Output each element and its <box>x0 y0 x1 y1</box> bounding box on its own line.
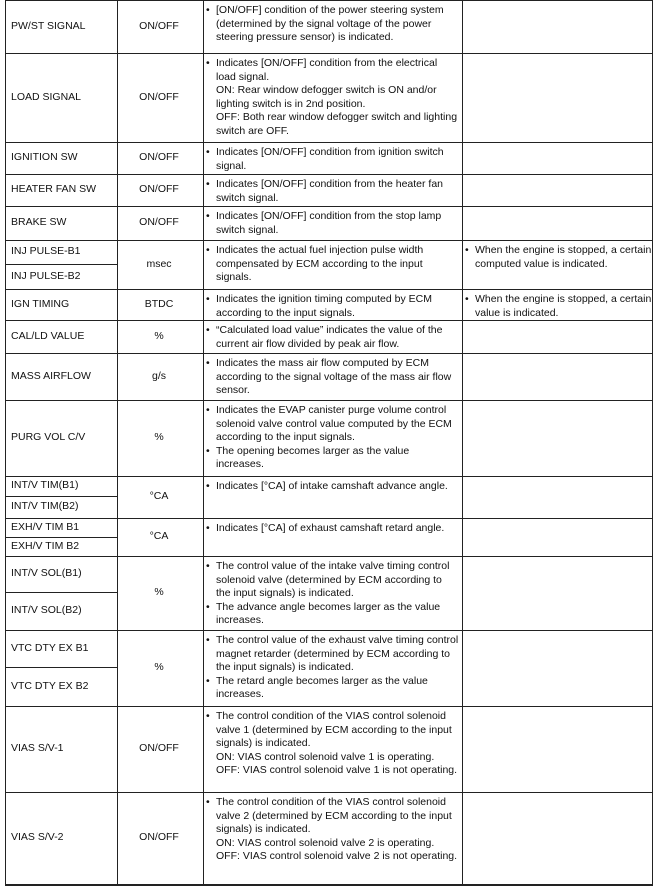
monitor-item-name: IGN TIMING <box>11 297 70 310</box>
bullet-subline: ON: VIAS control solenoid valve 1 is operating. <box>216 750 435 763</box>
monitor-item-name: INJ PULSE-B1 <box>11 245 81 258</box>
monitor-item-name: INJ PULSE-B2 <box>11 269 81 282</box>
monitor-description <box>203 357 459 400</box>
monitor-item-name: VIAS S/V-2 <box>11 831 64 844</box>
monitor-description <box>203 4 459 53</box>
bullet-item <box>203 146 459 173</box>
bullet-text: • Indicates the ignition timing computed by ECM according to the input signals. <box>216 293 432 319</box>
monitor-unit: msec <box>146 257 172 270</box>
bullet-subline: OFF: VIAS control solenoid valve 2 is not operating. <box>216 850 458 863</box>
bullet-item <box>203 178 459 205</box>
monitor-item-name: INT/V SOL(B2) <box>11 604 82 617</box>
monitor-description <box>203 634 459 706</box>
bullet-list <box>203 522 444 536</box>
bullet-list <box>203 324 459 351</box>
bullet-item <box>462 244 652 271</box>
bullet-text: • The opening becomes larger as the value increases. <box>216 444 410 471</box>
monitor-item-name: MASS AIRFLOW <box>11 369 91 382</box>
monitor-item-name: LOAD SIGNAL <box>11 90 82 103</box>
bullet-list <box>462 293 652 320</box>
monitor-unit: % <box>154 431 164 444</box>
bullet-item <box>203 57 459 139</box>
monitor-unit: ON/OFF <box>139 151 179 164</box>
column-divider <box>652 0 653 884</box>
monitor-description <box>203 480 459 518</box>
bullet-item <box>203 601 459 628</box>
bullet-text: • Indicates the mass air flow computed by ECM according to the signal voltage of the mass air flow sensor. <box>216 357 452 397</box>
bullet-list <box>203 57 459 139</box>
bullet-subline: OFF: Both rear window defogger switch and lighting switch are OFF. <box>216 111 458 137</box>
monitor-item-name: VTC DTY EX B2 <box>11 679 89 692</box>
monitor-unit: ON/OFF <box>139 19 179 32</box>
bullet-list <box>203 146 459 173</box>
column-divider <box>5 0 6 884</box>
monitor-description <box>203 244 459 289</box>
bullet-text: • Indicates the EVAP canister purge volume control solenoid valve control value computed by the ECM according to the input signals. <box>216 404 452 444</box>
bullet-list <box>203 210 459 237</box>
monitor-description <box>203 210 459 240</box>
monitor-item-name: PW/ST SIGNAL <box>11 19 86 32</box>
bullet-item <box>462 293 652 320</box>
bullet-text: • “Calculated load value” indicates the value of the current air flow divided by peak air flow. <box>216 324 443 350</box>
bullet-text: • Indicates [ON/OFF] condition from ignition switch signal. <box>216 146 444 172</box>
bullet-item <box>203 522 444 536</box>
monitor-item-name: HEATER FAN SW <box>11 183 96 196</box>
monitor-unit: % <box>154 329 164 342</box>
monitor-item-name: IGNITION SW <box>11 151 78 164</box>
bullet-subline: ON: Rear window defogger switch is ON and/or lighting switch is in 2nd position. <box>216 84 437 110</box>
bullet-list <box>203 293 459 320</box>
monitor-description <box>203 710 459 792</box>
monitor-unit: ON/OFF <box>139 216 179 229</box>
monitor-description <box>203 522 459 556</box>
monitor-item-name: CAL/LD VALUE <box>11 329 85 342</box>
bullet-text: • Indicates [ON/OFF] condition from the heater fan switch signal. <box>216 178 444 204</box>
bullet-item <box>203 560 459 601</box>
monitor-item-table <box>5 0 653 886</box>
bullet-text: • Indicates the actual fuel injection pulse width compensated by ECM according to the input signals. <box>216 244 424 284</box>
bullet-list <box>203 560 459 628</box>
bullet-text: • The advance angle becomes larger as the value increases. <box>216 600 441 627</box>
monitor-description <box>203 57 459 142</box>
bullet-list <box>203 404 459 472</box>
bullet-text: • Indicates [ON/OFF] condition from the electrical load signal. <box>216 57 438 83</box>
bullet-subline: OFF: VIAS control solenoid valve 1 is not operating. <box>216 764 458 777</box>
bullet-item <box>203 445 459 472</box>
bullet-item <box>203 710 459 778</box>
monitor-remarks <box>462 244 652 289</box>
bullet-list <box>203 710 459 778</box>
bullet-text: • Indicates [ON/OFF] condition from the stop lamp switch signal. <box>216 210 442 236</box>
monitor-item-name: PURG VOL C/V <box>11 431 86 444</box>
monitor-description <box>203 796 459 884</box>
monitor-unit: ON/OFF <box>139 183 179 196</box>
bullet-list <box>203 357 459 398</box>
monitor-description <box>203 293 459 320</box>
monitor-item-name: VTC DTY EX B1 <box>11 641 89 654</box>
bullet-text: • The control condition of the VIAS control solenoid valve 2 (determined by ECM according to the input signals) is indicated. <box>216 796 452 836</box>
bullet-item <box>203 4 459 45</box>
bullet-text: • [ON/OFF] condition of the power steering system (determined by the signal voltage of the power steering pressure sensor) is indicated. <box>216 4 444 44</box>
bullet-list <box>203 796 459 864</box>
bullet-text: • When the engine is stopped, a certain computed value is indicated. <box>475 244 652 270</box>
bullet-item <box>203 210 459 237</box>
monitor-item-name: EXH/V TIM B1 <box>11 520 80 533</box>
monitor-unit: g/s <box>151 369 166 382</box>
monitor-description <box>203 560 459 630</box>
monitor-unit: ON/OFF <box>139 831 179 844</box>
monitor-remarks <box>462 293 652 320</box>
monitor-unit: ON/OFF <box>139 742 179 755</box>
column-divider <box>462 0 463 884</box>
bullet-text: • The control value of the intake valve timing control solenoid valve (determined by ECM according to the input signals) is indicated. <box>216 560 450 600</box>
bullet-text: • The control condition of the VIAS control solenoid valve 1 (determined by ECM according to the input signals) is indicated. <box>216 710 452 750</box>
monitor-unit: ON/OFF <box>139 90 179 103</box>
monitor-description <box>203 146 459 174</box>
monitor-item-name: EXH/V TIM B2 <box>11 539 80 552</box>
monitor-description <box>203 324 459 353</box>
bullet-item <box>203 324 459 351</box>
monitor-unit: % <box>154 586 164 599</box>
bullet-subline: ON: VIAS control solenoid valve 2 is operating. <box>216 836 435 849</box>
bullet-text: • When the engine is stopped, a certain value is indicated. <box>475 293 652 319</box>
bullet-list <box>203 480 448 494</box>
monitor-item-name: INT/V TIM(B1) <box>11 479 79 492</box>
monitor-description <box>203 178 459 206</box>
bullet-text: • The control value of the exhaust valve timing control magnet retarder (determined by ECM according to the input signals) is indicated. <box>216 634 459 674</box>
monitor-item-name: INT/V SOL(B1) <box>11 567 82 580</box>
bullet-list <box>462 244 652 271</box>
bullet-item <box>203 357 459 398</box>
bullet-list <box>203 178 459 205</box>
bullet-list <box>203 634 459 702</box>
bullet-text: • The retard angle becomes larger as the value increases. <box>216 674 428 701</box>
bullet-item <box>203 244 459 285</box>
monitor-unit: °CA <box>149 530 169 543</box>
bullet-list <box>203 4 459 45</box>
monitor-description <box>203 404 459 476</box>
monitor-item-name: BRAKE SW <box>11 216 67 229</box>
bullet-item <box>203 404 459 445</box>
bullet-item <box>203 634 459 675</box>
bullet-item <box>203 480 448 494</box>
bullet-text: • Indicates [°CA] of intake camshaft advance angle. <box>216 480 448 492</box>
monitor-item-name: VIAS S/V-1 <box>11 742 64 755</box>
monitor-unit: °CA <box>149 490 169 503</box>
monitor-unit: BTDC <box>144 297 174 310</box>
bullet-item <box>203 293 459 320</box>
bullet-item <box>203 675 459 702</box>
bullet-item <box>203 796 459 864</box>
bullet-list <box>203 244 459 285</box>
monitor-item-name: INT/V TIM(B2) <box>11 500 79 513</box>
monitor-unit: % <box>154 661 164 674</box>
bullet-text: • Indicates [°CA] of exhaust camshaft retard angle. <box>216 522 445 534</box>
